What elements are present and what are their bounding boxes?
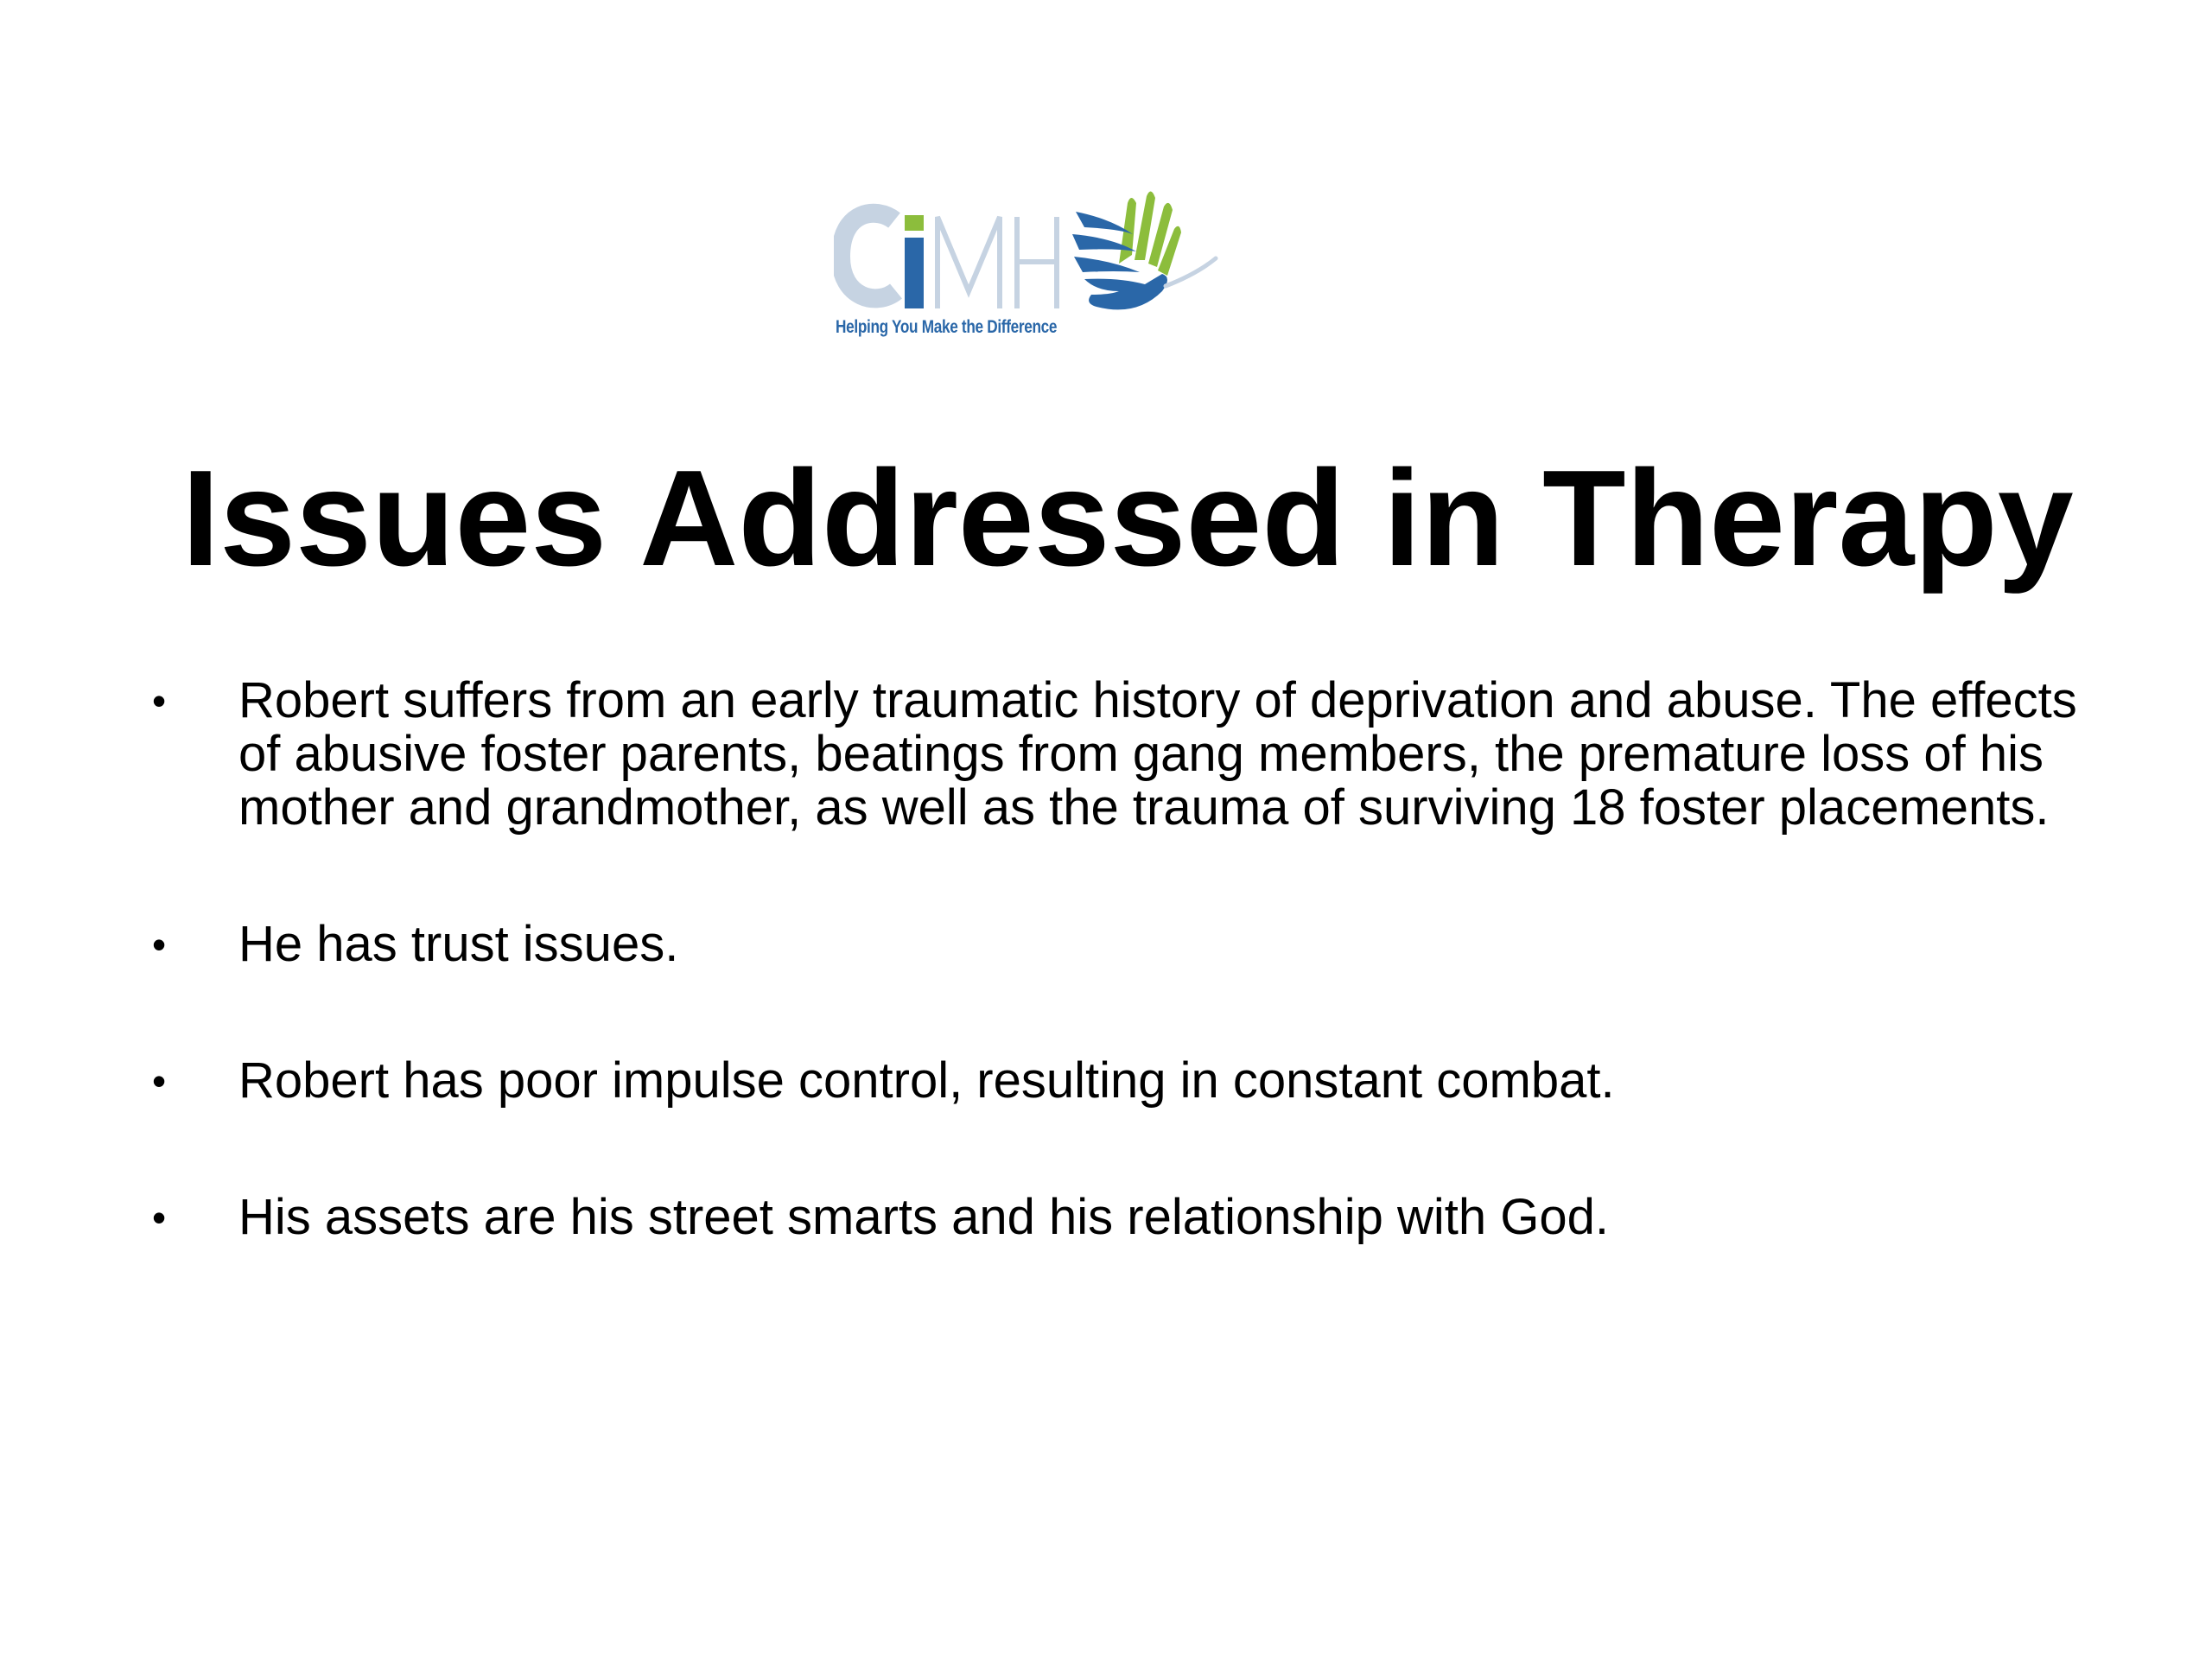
bullet-marker: • <box>152 678 167 723</box>
bullet-text: He has trust issues. <box>238 916 679 972</box>
bullet-text: Robert suffers from an early traumatic history of deprivation and abuse. The effects of abusive foster parents, beatings from gang members, the premature loss of his mother and grandmother, as well as the trauma of surviving 18 foster placements. <box>238 672 2077 836</box>
bullet-marker: • <box>152 922 167 967</box>
bullet-marker: • <box>152 1058 167 1103</box>
bullet-item <box>145 674 2081 835</box>
bullet-item <box>145 1054 2081 1108</box>
logo-tagline: Helping You Make the Difference <box>836 317 1058 337</box>
cimh-logo-graphic <box>834 177 1223 315</box>
slide-title: Issues Addressed in Therapy <box>181 442 2074 594</box>
bullet-item <box>145 918 2081 971</box>
bullet-list <box>145 674 2081 1244</box>
bullet-marker: • <box>152 1195 167 1240</box>
cimh-logo <box>834 177 1223 350</box>
bullet-item <box>145 1191 2081 1244</box>
bullet-text: Robert has poor impulse control, resulting in constant combat. <box>238 1052 1615 1109</box>
bullet-text: His assets are his street smarts and his relationship with God. <box>238 1189 1609 1245</box>
